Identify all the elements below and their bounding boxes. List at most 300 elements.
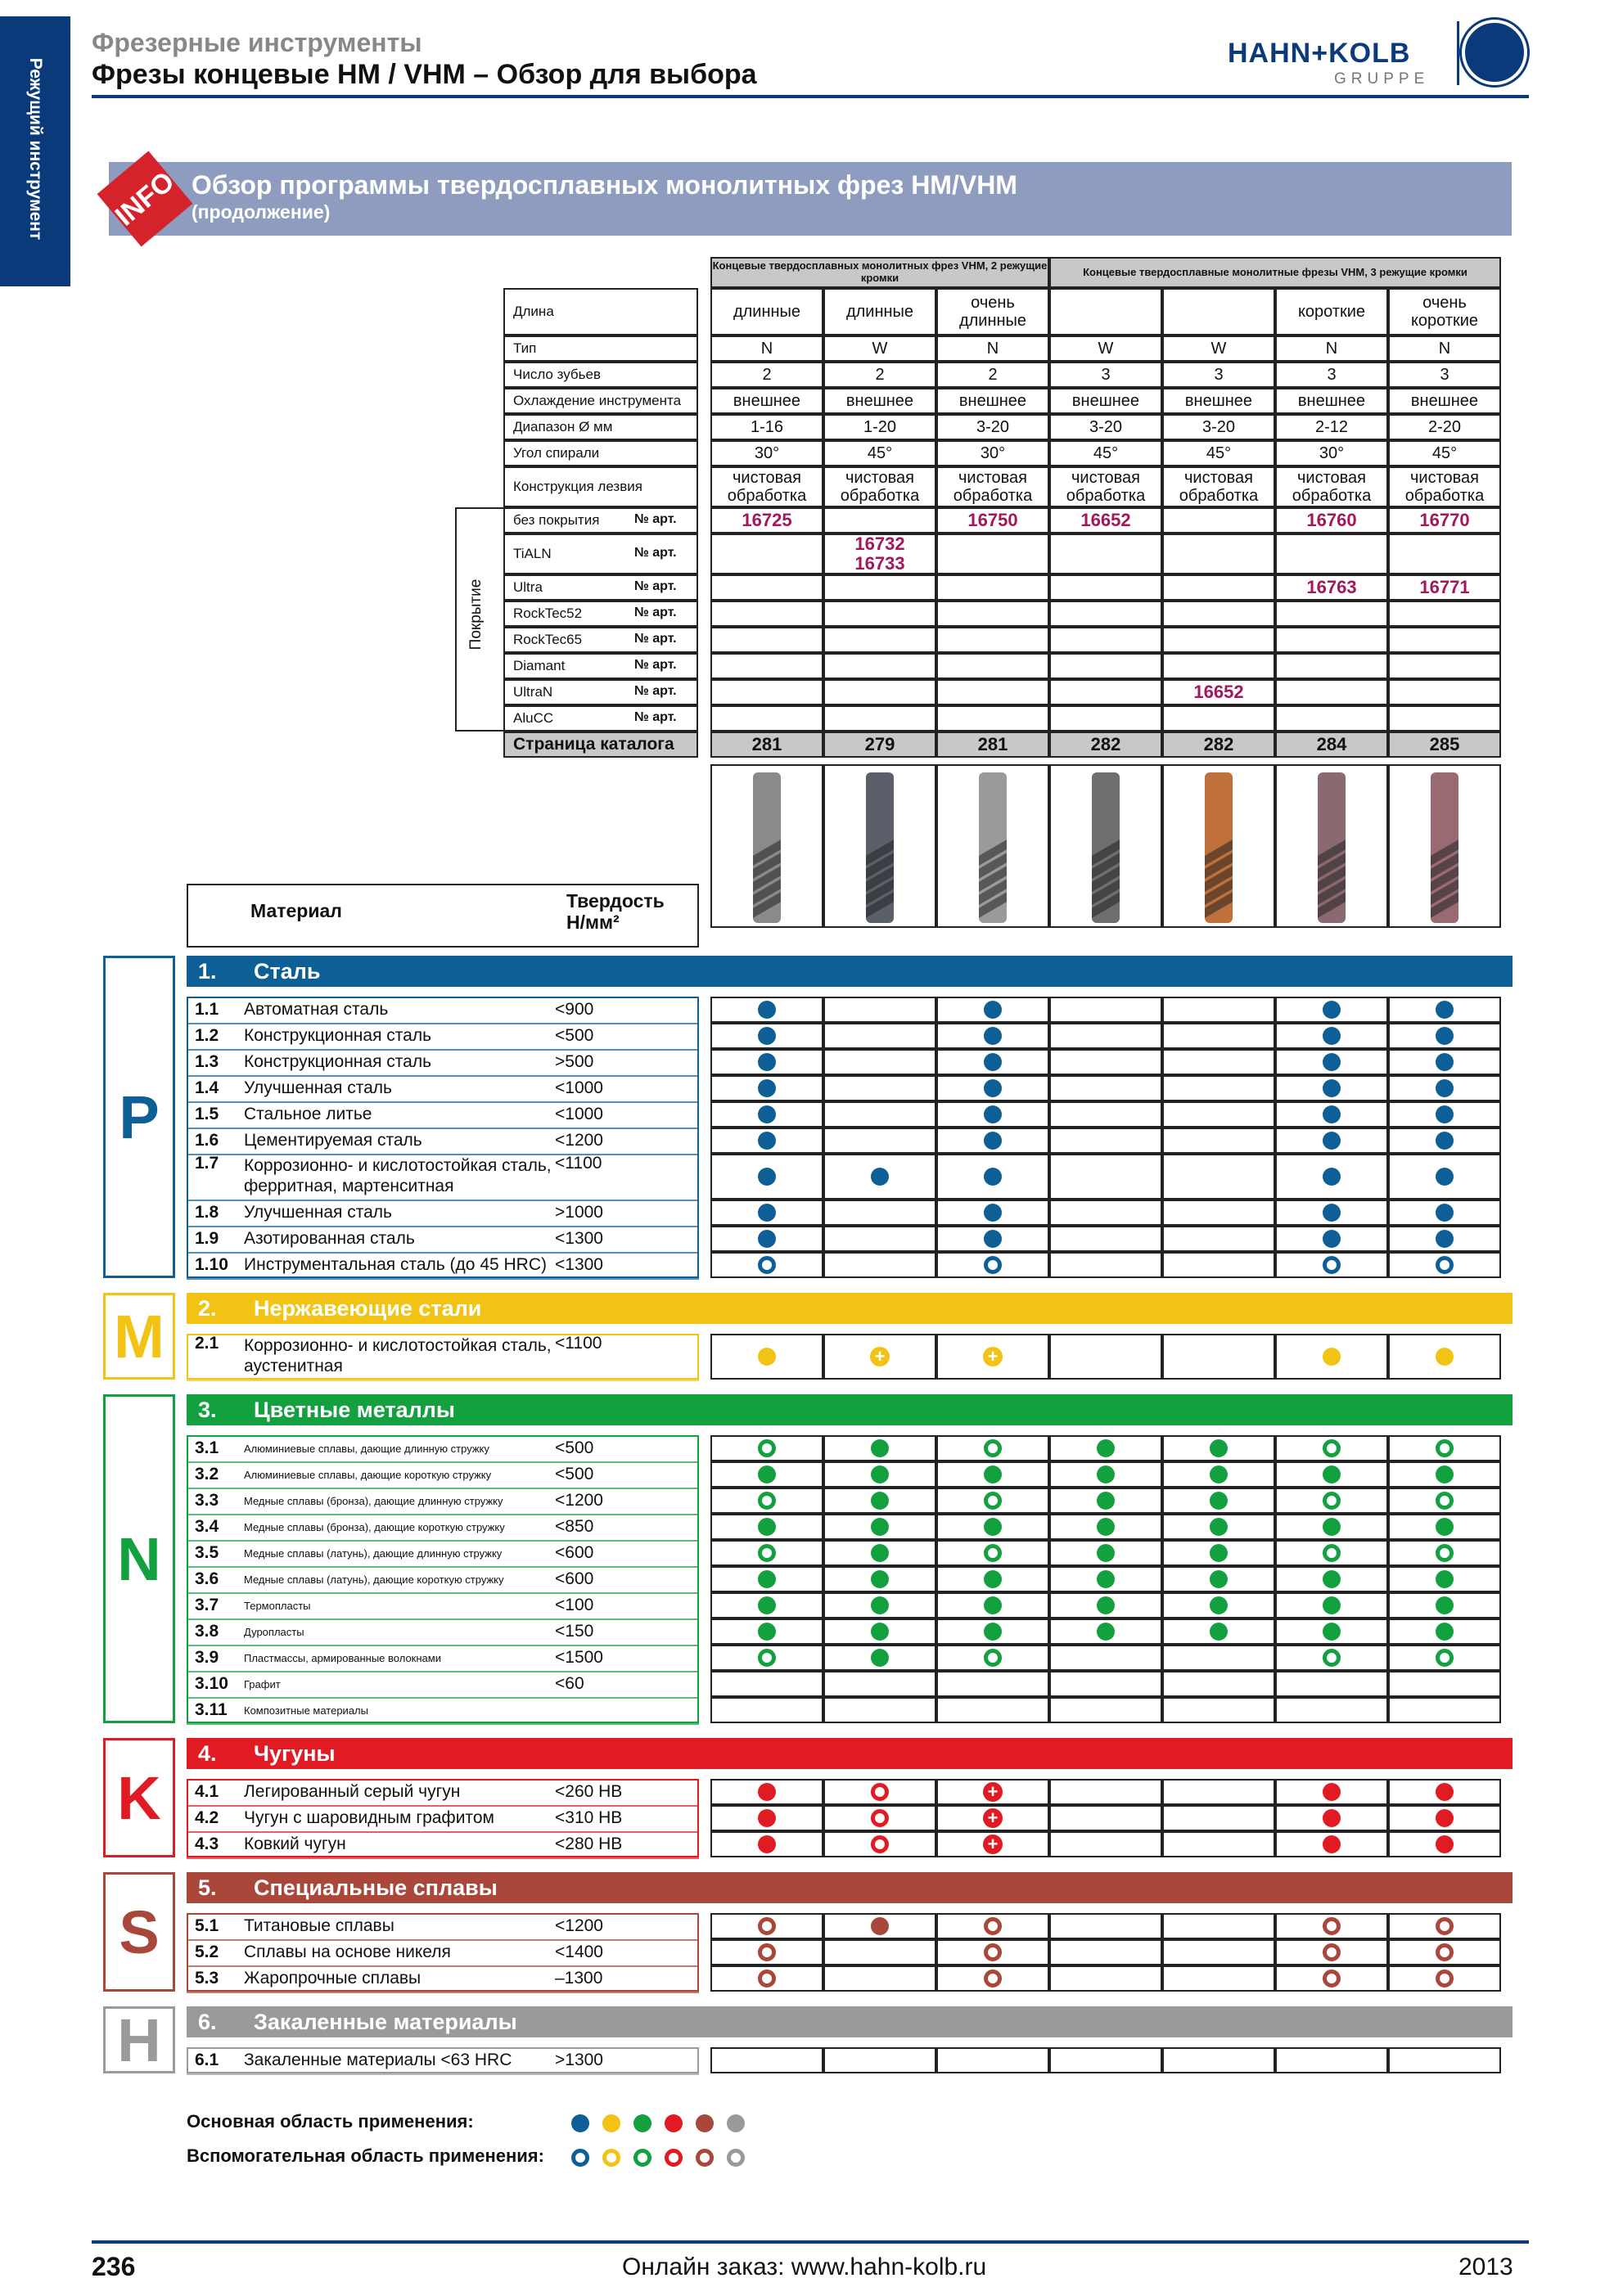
primary-dot-icon: [758, 1132, 776, 1150]
article-number[interactable]: [936, 574, 1049, 601]
matrix-cell: [710, 1697, 823, 1723]
material-hardness: <1200: [555, 1916, 603, 1935]
matrix-cell: [1162, 2047, 1275, 2073]
material-number: 6.1: [195, 2051, 219, 2069]
matrix-cell: [936, 2047, 1049, 2073]
primary-dot-icon: [1323, 1518, 1341, 1536]
secondary-ring-icon: [1323, 1544, 1341, 1562]
matrix-cell: [823, 1075, 936, 1101]
article-number[interactable]: [710, 627, 823, 653]
article-number[interactable]: [1275, 679, 1388, 705]
material-number: 5.2: [195, 1943, 219, 1961]
primary-dot-icon: [1436, 1518, 1454, 1536]
spec-cell-length: [1049, 288, 1162, 335]
material-number: 5.3: [195, 1969, 219, 1988]
material-name: Медные сплавы (бронза), дающие короткую стружку: [244, 1520, 505, 1533]
article-number[interactable]: [1162, 627, 1275, 653]
primary-dot-icon: [1436, 1132, 1454, 1150]
material-hardness: –1300: [555, 1969, 603, 1988]
material-number: 1.7: [195, 1154, 219, 1173]
article-number[interactable]: [936, 627, 1049, 653]
secondary-ring-icon: [758, 1492, 776, 1510]
catalog-page-number[interactable]: 282: [1049, 732, 1162, 758]
matrix-cell: [1162, 1831, 1275, 1857]
group-letter-k: K: [103, 1738, 175, 1857]
group-bar-p: [187, 956, 1513, 987]
primary-dot-icon: [758, 1053, 776, 1071]
article-number[interactable]: [710, 533, 823, 574]
spec-cell-length: очень длинные: [936, 288, 1049, 335]
matrix-cell: [1049, 1831, 1162, 1857]
legend-primary-dot-icon: [696, 2114, 714, 2132]
group-name: Сталь: [254, 958, 321, 984]
primary-dot-icon: [758, 1027, 776, 1045]
article-number[interactable]: [936, 705, 1049, 732]
material-name: Алюминиевые сплавы, дающие длинную стружку: [244, 1442, 489, 1455]
primary-dot-icon: [1210, 1518, 1228, 1536]
legend-secondary-ring-icon: [696, 2149, 714, 2167]
legend-secondary-ring-icon: [665, 2149, 683, 2167]
plus-circle-icon: +: [983, 1347, 1003, 1366]
material-name: Медные сплавы (латунь), дающие короткую стружку: [244, 1573, 504, 1586]
material-number: 4.1: [195, 1782, 219, 1801]
matrix-cell: [1049, 1645, 1162, 1671]
article-number[interactable]: [1388, 533, 1501, 574]
matrix-cell: [1275, 1671, 1388, 1697]
article-number[interactable]: 16732 16733: [823, 533, 936, 574]
matrix-cell: [1162, 1226, 1275, 1252]
tool-image: [710, 764, 823, 928]
material-hardness: <1500: [555, 1648, 603, 1667]
group-rows-border: [187, 1779, 699, 1857]
material-number: 1.1: [195, 1000, 219, 1019]
secondary-ring-icon: [1323, 1970, 1341, 1988]
spec-cell-range: 2-20: [1388, 414, 1501, 440]
article-number[interactable]: [1049, 705, 1162, 732]
matrix-cell: [1162, 1252, 1275, 1278]
material-number: 3.6: [195, 1569, 219, 1588]
art-label: № арт.: [634, 710, 677, 724]
material-hardness: <500: [555, 1465, 594, 1483]
secondary-ring-icon: [984, 1544, 1002, 1562]
material-number: 3.4: [195, 1517, 219, 1536]
material-name: Коррозионно- и кислотостойкая сталь, ферритная, мартенситная: [244, 1156, 552, 1196]
article-number[interactable]: [1162, 653, 1275, 679]
secondary-ring-icon: [758, 1943, 776, 1961]
article-number[interactable]: [823, 653, 936, 679]
material-name: Композитные материалы: [244, 1704, 368, 1717]
category-title: Фрезерные инструменты: [92, 28, 422, 57]
secondary-ring-icon: [758, 1544, 776, 1562]
article-number[interactable]: [1049, 679, 1162, 705]
article-number[interactable]: 16763: [1275, 574, 1388, 601]
article-number[interactable]: [823, 601, 936, 627]
primary-dot-icon: [984, 1518, 1002, 1536]
hardness-header-label: Твердость Н/мм²: [566, 890, 665, 934]
primary-dot-icon: [1323, 1230, 1341, 1248]
row-separator: [187, 1723, 699, 1725]
matrix-cell: [1049, 1913, 1162, 1939]
spec-cell-teeth: 3: [1275, 362, 1388, 388]
spec-cell-teeth: 2: [823, 362, 936, 388]
spec-cell-type: N: [1275, 335, 1388, 362]
spec-cell-angle: 45°: [1049, 440, 1162, 466]
material-number: 3.3: [195, 1491, 219, 1510]
matrix-cell: [823, 1226, 936, 1252]
article-number[interactable]: 16652: [1049, 507, 1162, 533]
matrix-cell: [1049, 1965, 1162, 1992]
spec-cell-length: короткие: [1275, 288, 1388, 335]
coating-name: Diamant: [503, 653, 698, 679]
primary-dot-icon: [1323, 1348, 1341, 1366]
material-name: Алюминиевые сплавы, дающие короткую стружку: [244, 1468, 492, 1481]
secondary-ring-icon: [1323, 1649, 1341, 1667]
catalog-page-number[interactable]: 285: [1388, 732, 1501, 758]
primary-dot-icon: [1323, 1809, 1341, 1827]
spec-cell-design: чистовая обработка: [1388, 466, 1501, 507]
primary-dot-icon: [758, 1570, 776, 1588]
primary-dot-icon: [1436, 1465, 1454, 1483]
group-number: 4.: [198, 1740, 217, 1766]
article-number[interactable]: [1162, 507, 1275, 533]
group-rows-border: [187, 1435, 699, 1723]
matrix-cell: [1049, 1101, 1162, 1128]
spec-cell-type: N: [710, 335, 823, 362]
spec-row-label: Конструкция лезвия: [503, 466, 698, 507]
matrix-cell: [823, 997, 936, 1023]
article-number[interactable]: 16750: [936, 507, 1049, 533]
matrix-cell: [1162, 1154, 1275, 1200]
group-header-2-flutes: Концевые твердосплавных монолитных фрез VHM, 2 режущие кромки: [710, 257, 1049, 288]
catalog-page-label: Страница каталога: [503, 732, 698, 758]
article-number[interactable]: [1275, 601, 1388, 627]
primary-dot-icon: [1323, 1783, 1341, 1801]
article-number[interactable]: 16771: [1388, 574, 1501, 601]
material-hardness: <1100: [555, 1154, 602, 1173]
spec-cell-cooling: внешнее: [936, 388, 1049, 414]
matrix-cell: [1049, 1154, 1162, 1200]
material-name: Термопласты: [244, 1599, 311, 1612]
spec-cell-angle: 45°: [1388, 440, 1501, 466]
spec-row-label: Угол спирали: [503, 440, 698, 466]
group-bar-m: [187, 1293, 1513, 1324]
primary-dot-icon: [871, 1623, 889, 1641]
catalog-page-number[interactable]: 279: [823, 732, 936, 758]
article-number[interactable]: [1162, 574, 1275, 601]
spec-cell-length: очень короткие: [1388, 288, 1501, 335]
matrix-cell: [823, 1101, 936, 1128]
article-number[interactable]: [1162, 705, 1275, 732]
side-tab[interactable]: [0, 16, 70, 286]
article-number[interactable]: [1275, 653, 1388, 679]
material-number: 1.2: [195, 1026, 219, 1045]
online-order-link[interactable]: Онлайн заказ: www.hahn-kolb.ru: [622, 2253, 987, 2280]
coating-name: RockTec65: [503, 627, 698, 653]
catalog-page-number[interactable]: 281: [936, 732, 1049, 758]
material-hardness: <310 HB: [555, 1808, 623, 1827]
group-bar-h: [187, 2006, 1513, 2037]
spec-cell-teeth: 3: [1388, 362, 1501, 388]
material-name: Улучшенная сталь: [244, 1078, 392, 1097]
article-number[interactable]: 16725: [710, 507, 823, 533]
secondary-ring-icon: [758, 1970, 776, 1988]
material-hardness: <900: [555, 1000, 594, 1019]
article-number[interactable]: [823, 705, 936, 732]
article-number[interactable]: 16760: [1275, 507, 1388, 533]
matrix-cell: [823, 1252, 936, 1278]
material-number: 3.10: [195, 1674, 228, 1693]
group-bar-n: [187, 1394, 1513, 1425]
material-hardness: <850: [555, 1517, 594, 1536]
primary-dot-icon: [984, 1001, 1002, 1019]
matrix-cell: [1162, 1965, 1275, 1992]
material-name: Инструментальная сталь (до 45 HRC): [244, 1255, 548, 1274]
article-number[interactable]: [1275, 533, 1388, 574]
tool-image: [1388, 764, 1501, 928]
coating-vertical-label: Покрытие: [467, 579, 485, 651]
article-number[interactable]: [1388, 627, 1501, 653]
article-number[interactable]: [936, 679, 1049, 705]
article-number[interactable]: [1388, 653, 1501, 679]
article-number[interactable]: [1388, 601, 1501, 627]
primary-dot-icon: [758, 1623, 776, 1641]
group-letter-m: M: [103, 1293, 175, 1380]
matrix-cell: [823, 2047, 936, 2073]
article-number[interactable]: [936, 653, 1049, 679]
primary-dot-icon: [1436, 1105, 1454, 1123]
primary-dot-icon: [1097, 1544, 1115, 1562]
material-hardness: <1200: [555, 1491, 603, 1510]
article-number[interactable]: [1049, 574, 1162, 601]
article-number[interactable]: [710, 601, 823, 627]
material-name: Цементируемая сталь: [244, 1131, 422, 1150]
page-number: 236: [92, 2252, 136, 2281]
spec-cell-type: N: [936, 335, 1049, 362]
primary-dot-icon: [1097, 1465, 1115, 1483]
legend-primary-dot-icon: [571, 2114, 589, 2132]
article-number[interactable]: [936, 601, 1049, 627]
article-number[interactable]: [1162, 601, 1275, 627]
article-number[interactable]: [823, 679, 936, 705]
spec-cell-cooling: внешнее: [1388, 388, 1501, 414]
material-hardness: >1300: [555, 2051, 603, 2069]
spec-cell-cooling: внешнее: [1162, 388, 1275, 414]
material-number: 1.4: [195, 1078, 219, 1097]
group-letter-s: S: [103, 1872, 175, 1992]
article-number[interactable]: 16770: [1388, 507, 1501, 533]
primary-dot-icon: [871, 1439, 889, 1457]
material-number: 5.1: [195, 1916, 219, 1935]
primary-dot-icon: [1323, 1570, 1341, 1588]
primary-dot-icon: [1210, 1492, 1228, 1510]
matrix-cell: [1162, 1939, 1275, 1965]
spec-cell-design: чистовая обработка: [1162, 466, 1275, 507]
group-number: 2.: [198, 1295, 217, 1321]
matrix-cell: [1162, 1334, 1275, 1380]
matrix-cell: [1049, 1671, 1162, 1697]
secondary-ring-icon: [871, 1783, 889, 1801]
secondary-ring-icon: [758, 1917, 776, 1935]
material-hardness: <600: [555, 1569, 594, 1588]
material-name: Медные сплавы (бронза), дающие длинную стружку: [244, 1494, 503, 1507]
coating-name: AluCC: [503, 705, 698, 732]
primary-dot-icon: [1323, 1001, 1341, 1019]
footer-rule: [92, 2240, 1529, 2244]
secondary-ring-icon: [984, 1970, 1002, 1988]
catalog-page-number[interactable]: 282: [1162, 732, 1275, 758]
material-number: 2.1: [195, 1334, 219, 1353]
article-number[interactable]: [1049, 601, 1162, 627]
matrix-cell: [710, 2047, 823, 2073]
matrix-cell: [1049, 1779, 1162, 1805]
matrix-cell: [1049, 2047, 1162, 2073]
primary-dot-icon: [758, 1596, 776, 1614]
art-label: № арт.: [634, 658, 677, 672]
article-number[interactable]: [1049, 533, 1162, 574]
legend-secondary-ring-icon: [633, 2149, 651, 2167]
article-number[interactable]: [710, 653, 823, 679]
matrix-cell: [1049, 1697, 1162, 1723]
article-number[interactable]: [1049, 653, 1162, 679]
material-name: Автоматная сталь: [244, 1000, 389, 1019]
matrix-cell: [1162, 997, 1275, 1023]
material-number: 3.9: [195, 1648, 219, 1667]
tool-image: [936, 764, 1049, 928]
primary-dot-icon: [984, 1596, 1002, 1614]
group-name: Закаленные материалы: [254, 2009, 517, 2034]
info-subtitle: (продолжение): [192, 201, 331, 223]
legend-secondary-ring-icon: [602, 2149, 620, 2167]
material-name: Конструкционная сталь: [244, 1026, 432, 1045]
primary-dot-icon: [871, 1917, 889, 1935]
material-number: 1.6: [195, 1131, 219, 1150]
spec-cell-range: 3-20: [936, 414, 1049, 440]
material-number: 3.1: [195, 1438, 219, 1457]
spec-cell-length: длинные: [710, 288, 823, 335]
material-name: Закаленные материалы <63 HRC: [244, 2051, 512, 2069]
primary-dot-icon: [984, 1105, 1002, 1123]
article-number[interactable]: [710, 705, 823, 732]
material-name: Конструкционная сталь: [244, 1052, 432, 1071]
material-hardness: <60: [555, 1674, 584, 1693]
primary-dot-icon: [758, 1348, 776, 1366]
spec-row-label: Число зубьев: [503, 362, 698, 388]
spec-row-label: Длина: [503, 288, 698, 335]
primary-dot-icon: [1323, 1204, 1341, 1222]
primary-dot-icon: [984, 1132, 1002, 1150]
primary-dot-icon: [758, 1835, 776, 1853]
tool-image: [1162, 764, 1275, 928]
catalog-page-number[interactable]: 284: [1275, 732, 1388, 758]
matrix-cell: [1162, 1101, 1275, 1128]
article-number[interactable]: [1162, 533, 1275, 574]
material-number: 1.9: [195, 1229, 219, 1248]
article-number[interactable]: [823, 574, 936, 601]
primary-dot-icon: [871, 1649, 889, 1667]
group-letter-h: H: [103, 2006, 175, 2073]
matrix-cell: [1162, 1049, 1275, 1075]
material-number: 4.2: [195, 1808, 219, 1827]
primary-dot-icon: [984, 1027, 1002, 1045]
matrix-cell: [1388, 1697, 1501, 1723]
article-number[interactable]: [936, 533, 1049, 574]
material-number: 1.10: [195, 1255, 228, 1274]
secondary-ring-icon: [1323, 1943, 1341, 1961]
matrix-cell: [823, 1128, 936, 1154]
article-number[interactable]: [710, 574, 823, 601]
matrix-cell: [1049, 1226, 1162, 1252]
matrix-cell: [1049, 1939, 1162, 1965]
legend-aux-label: Вспомогательная область применения:: [187, 2145, 544, 2166]
secondary-ring-icon: [871, 1809, 889, 1827]
footer-year: 2013: [1458, 2253, 1513, 2280]
primary-dot-icon: [1323, 1105, 1341, 1123]
article-number[interactable]: 16652: [1162, 679, 1275, 705]
article-number[interactable]: [710, 679, 823, 705]
primary-dot-icon: [1436, 1809, 1454, 1827]
spec-cell-range: 3-20: [1162, 414, 1275, 440]
row-separator: [187, 1992, 699, 1993]
article-number[interactable]: [823, 627, 936, 653]
group-rows-border: [187, 2047, 699, 2073]
article-number[interactable]: [1049, 627, 1162, 653]
primary-dot-icon: [1436, 1204, 1454, 1222]
secondary-ring-icon: [1436, 1943, 1454, 1961]
coating-name: UltraN: [503, 679, 698, 705]
primary-dot-icon: [1436, 1001, 1454, 1019]
tool-image: [1275, 764, 1388, 928]
matrix-cell: [1162, 1779, 1275, 1805]
article-number[interactable]: [1388, 705, 1501, 732]
spec-row-label: Диапазон Ø мм: [503, 414, 698, 440]
article-number[interactable]: [1388, 679, 1501, 705]
primary-dot-icon: [984, 1465, 1002, 1483]
art-label: № арт.: [634, 632, 677, 646]
primary-dot-icon: [871, 1168, 889, 1186]
primary-dot-icon: [1323, 1053, 1341, 1071]
article-number[interactable]: [823, 507, 936, 533]
material-number: 3.7: [195, 1596, 219, 1614]
spec-cell-design: чистовая обработка: [1049, 466, 1162, 507]
spec-cell-design: чистовая обработка: [1275, 466, 1388, 507]
secondary-ring-icon: [1436, 1439, 1454, 1457]
matrix-cell: [1049, 997, 1162, 1023]
primary-dot-icon: [871, 1544, 889, 1562]
header-rule: [92, 95, 1529, 98]
plus-circle-icon: +: [983, 1835, 1003, 1854]
spec-cell-teeth: 2: [936, 362, 1049, 388]
primary-dot-icon: [758, 1204, 776, 1222]
material-hardness: >1000: [555, 1203, 603, 1222]
material-name: Чугун с шаровидным графитом: [244, 1808, 494, 1827]
hk-logo-icon: [1462, 20, 1527, 85]
coating-name: TiALN: [503, 533, 698, 574]
article-number[interactable]: [1275, 705, 1388, 732]
secondary-ring-icon: [1436, 1970, 1454, 1988]
primary-dot-icon: [1436, 1168, 1454, 1186]
secondary-ring-icon: [758, 1649, 776, 1667]
article-number[interactable]: [1275, 627, 1388, 653]
spec-cell-range: 1-16: [710, 414, 823, 440]
coating-name: Ultra: [503, 574, 698, 601]
spec-cell-type: N: [1388, 335, 1501, 362]
primary-dot-icon: [1436, 1623, 1454, 1641]
secondary-ring-icon: [1436, 1544, 1454, 1562]
matrix-cell: [823, 1049, 936, 1075]
catalog-page-number[interactable]: 281: [710, 732, 823, 758]
matrix-cell: [1049, 1049, 1162, 1075]
primary-dot-icon: [758, 1783, 776, 1801]
